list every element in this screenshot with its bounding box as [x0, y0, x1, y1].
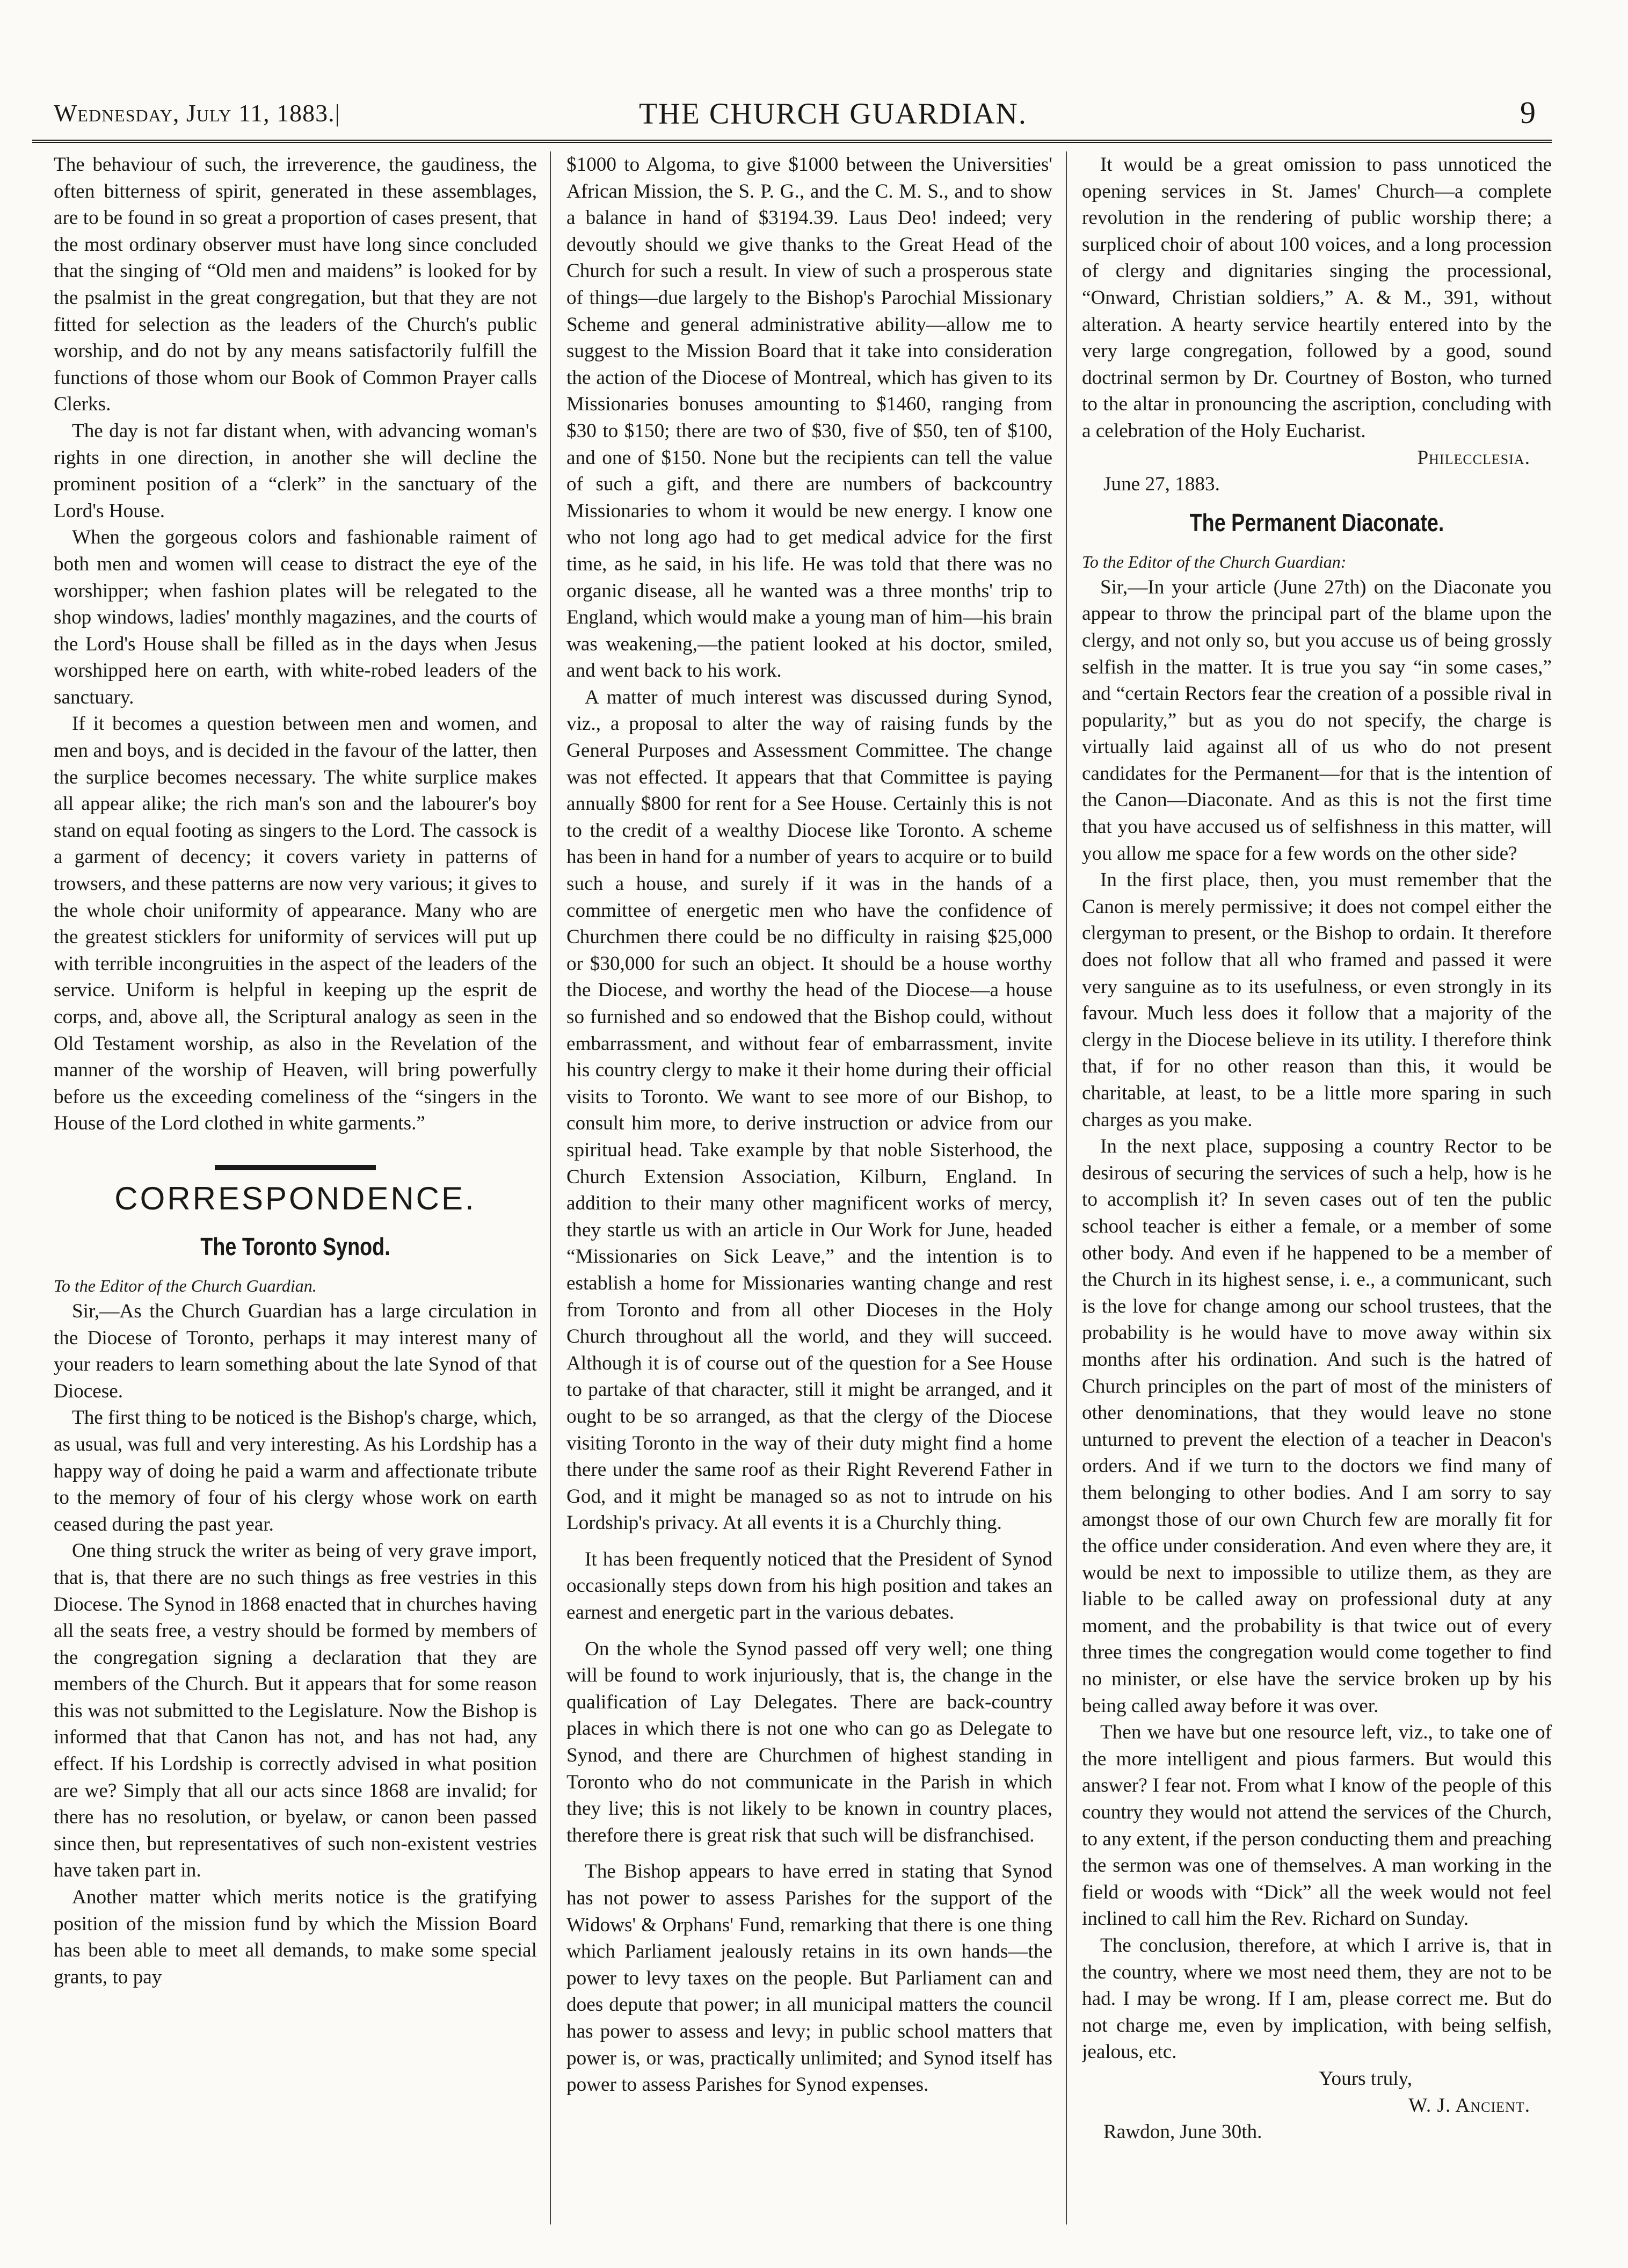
paragraph: It would be a great omission to pass unnoticed the opening services in St. James' Church—a complete revolution in the rendering of public worship there; a surpliced choir of about 100 voices, and a long procession of clergy and dignitaries singing the processional, “Onward, Christian soldiers,” A. & M., 391, without alteration. A hearty service heartily entered into by the very large congregation, followed by a good, sound doctrinal sermon by Dr. Courtney of Boston, who turned to the altar in pronouncing the ascription, concluding with a celebration of the Holy Eucharist. [1082, 154, 1552, 442]
paragraph: It has been frequently noticed that the President of Synod occasionally steps down from his high position and takes an earnest and energetic part in the various debates. [566, 1548, 1052, 1624]
paragraph: On the whole the Synod passed off very well; one thing will be found to work injuriously, that is, the change in the qualification of Lay Delegates. There are back-country places in which there is not one who can go as Delegate to Synod, and there are Churchmen of highest standing in Toronto who do not communicate in the Parish in which they live; this is not likely to be known in country places, therefore there is great risk that such will be disfranchised. [566, 1637, 1052, 1846]
paragraph: The Bishop appears to have erred in stating that Synod has not power to assess Parishes for the support of the Widows' & Orphans' Fund, remarking that there is one thing which Parliament jealously retains in its own hands—the power to levy taxes on the people. But Parliament can and does depute that power; in all municipal matters the council has power to assess and levy; in public school matters that power is, or was, practically unlimited; and Synod itself has power to assess Parishes for Synod expenses. [566, 1860, 1052, 2096]
column-divider [1066, 151, 1067, 2224]
closing: Yours truly, [1319, 2067, 1412, 2090]
column-divider [550, 151, 551, 2224]
salutation: To the Editor of the Church Guardian. [54, 1276, 317, 1295]
column-1 [54, 151, 537, 2224]
letter-paragraph: Sir,—In your article (June 27th) on the Diaconate you appear to throw the principal part of the blame upon the clergy, and not only so, but you accuse us of being grossly selfish in the matter. It is true you say “in some cases,” and “certain Rectors fear the creation of a possible rival in popularity,” but as you do not specify, the charge is virtually laid against all of us who do not present candidates for the Permanent—for that is the intention of the Canon—Diaconate. And as this is not the first time that you have accused us of selfishness in this matter, will you allow me space for a few words on the other side? [1082, 576, 1552, 865]
masthead [32, 81, 1552, 143]
section-divider [215, 1165, 376, 1170]
letter-paragraph: In the first place, then, you must remember that the Canon is merely permissive; it does not compel either the clergyman to present, or the Bishop to ordain. It therefore does not follow that all who framed and passed it were very sanguine as to its usefulness, or even strongly in its favour. Much less does it follow that a majority of the clergy in the Diocese believe in its utility. I therefore think that, if for no other reason than this, it would be charitable, at least, to be a little more sparing in such charges as you make. [1082, 869, 1552, 1131]
dateline: June 27, 1883. [1103, 473, 1220, 496]
paragraph: A matter of much interest was discussed during Synod, viz., a proposal to alter the way of raising funds by the General Purposes and Assessment Committee. The change was not effected. It appears that that Committee is paying annually $800 for rent for a See House. Certainly this is not to the credit of a wealthy Diocese like Toronto. A scheme has been in hand for a number of years to acquire or to build such a house, and surely if it was in the hands of a committee of energetic men who have the confidence of Churchmen there could be no difficulty in raising $25,000 or $30,000 for such an object. It should be a house worthy the Diocese, and worthy the head of the Diocese—a house so furnished and so endowed that the Bishop could, without embarrassment, and without fear of embarrassment, invite his country clergy to make it their home during their official visits to Toronto. We want to see more of our Bishop, to consult him more, to derive instruction or advice from our spiritual head. Take example by that noble Sisterhood, the Church Extension Association, Kilburn, England. In addition to their many other magnificent works of mercy, they startle us with an article in Our Work for June, headed “Missionaries on Sick Leave,” and the intention is to establish a home for Missionaries wanting change and rest from Toronto and from all other Dioceses in the Holy Church throughout all the world, and they will succeed. Although it is of course out of the question for a See House to partake of that character, still it might be arranged, and it ought to be so arranged, as that the clergy of the Diocese visiting Toronto in the way of their duty might find a home there under the same roof as their Right Reverend Father in God, and it might be managed so as not to intrude on his Lordship's privacy. At all events it is a Churchly thing. [566, 686, 1052, 1534]
letter-paragraph: One thing struck the writer as being of very grave import, that is, that there are no such things as free vestries in this Diocese. The Synod in 1868 enacted that in churches having all the seats free, a vestry should be formed by members of the congregation signing a declaration that they are members of the Church. But it appears that for some reason this was not submitted to the Legislature. Now the Bishop is informed that that Canon has not, and has not had, any effect. If his Lordship is correctly advised in what position are we? Simply that all our acts since 1868 are invalid; for there has no resolution, or byelaw, or canon been passed since then, but representatives of such non-existent vestries have taken part in. [54, 1540, 537, 1882]
letter-paragraph: Then we have but one resource left, viz., to take one of the more intelligent and pious farmers. But would this answer? I fear not. From what I know of the people of this country they would not attend the services of the Church, to any extent, if the person conducting them and preaching the sermon was one of themselves. A man working in the field or woods with “Dick” all the week would not feel inclined to call him the Rev. Richard on Sunday. [1082, 1721, 1552, 1930]
signature: W. J. Ancient. [1408, 2094, 1530, 2117]
letter-paragraph: The first thing to be noticed is the Bishop's charge, which, as usual, was full and very interesting. As his Lordship has a happy way of doing he paid a warm and affectionate tribute to the memory of four of his clergy whose work on earth ceased during the past year. [54, 1407, 537, 1535]
letter-paragraph: Another matter which merits notice is the gratifying position of the mission fund by which the Mission Board has been able to meet all demands, to make some special grants, to pay [54, 1886, 537, 1988]
letter-paragraph: Sir,—As the Church Guardian has a large circulation in the Diocese of Toronto, perhaps it may interest many of your readers to learn something about the late Synod of that Diocese. [54, 1300, 537, 1402]
column-2 [566, 151, 1052, 2224]
letter-paragraph: In the next place, supposing a country Rector to be desirous of securing the services of such a help, how is he to accomplish it? In seven cases out of ten the public school teacher is either a female, or a member of some other body. And even if he happened to be a member of the Church in its highest sense, i. e., a communicant, such is the love for change among our school trustees, that the probability is he would have to move away within six months after his ordination. And such is the hatred of Church principles on the part of most of the ministers of other denominations, that they would leave no stone unturned to prevent the election of a teacher in Deacon's orders. And if we turn to the doctors we find many of them belonging to other bodies. And I am sorry to say amongst those of our own Church few are morally fit for the office under consideration. And even where they are, it would be next to impossible to utilize them, as they are liable to be called away on professional duty at any moment, and the probability is that twice out of every three times the congregation would come together to find no minister, or else have the service broken up by his being called away before it was over. [1082, 1135, 1552, 1717]
article-title: The Toronto Synod. [200, 1232, 390, 1260]
page-number: 9 [1520, 95, 1536, 130]
paragraph: When the gorgeous colors and fashionable raiment of both men and women will cease to distract the eye of the worshipper; when fashion plates will be relegated to the shop windows, ladies' monthly magazines, and the courts of the Lord's House shall be filled as in the days when Jesus worshipped here on earth, with white-robed leaders of the sanctuary. [54, 526, 537, 708]
paragraph: The behaviour of such, the irreverence, the gaudiness, the often bitterness of spirit, generated in these assemblages, are to be found in so great a proportion of cases present, that the most ordinary observer must have long since concluded that the singing of “Old men and maidens” is looked for by the psalmist in the great congregation, but that they are not fitted for selection as the leaders of the Church's public worship, and do not by any means satisfactorily fulfill the functions of those whom our Book of Common Prayer calls Clerks. [54, 154, 537, 416]
column-3 [1082, 151, 1552, 2224]
paragraph: If it becomes a question between men and women, and men and boys, and is decided in the favour of the latter, then the surplice becomes necessary. The white surplice makes all appear alike; the rich man's son and the labourer's boy stand on equal footing as singers to the Lord. The cassock is a garment of decency; it covers variety in patterns of trowsers, and these patterns are now very various; it gives to the whole choir uniformity of appearance. Many who are the greatest sticklers for uniformity of services will put up with terrible incongruities in the aspect of the leaders of the service. Uniform is helpful in keeping up the esprit de corps, and, above all, the Scriptural analogy as seen in the Old Testament worship, as also in the Revelation of the manner of the worship of Heaven, will bring powerfully before us the exceeding comeliness of the “singers in the House of the Lord clothed in white garments.” [54, 713, 537, 1135]
letter-paragraph: The conclusion, therefore, at which I arrive is, that in the country, where we most need them, they are not to be had. I may be wrong. If I am, please correct me. But do not charge me, even by implication, with being selfish, jealous, etc. [1082, 1934, 1552, 2063]
issue-date: Wednesday, July 11, 1883.| [54, 99, 340, 127]
paragraph: The day is not far distant when, with advancing woman's rights in one direction, in another she will decline the prominent position of a “clerk” in the sanctuary of the Lord's House. [54, 419, 537, 522]
salutation: To the Editor of the Church Guardian: [1082, 552, 1347, 571]
section-heading: CORRESPONDENCE. [114, 1180, 476, 1216]
dateline: Rawdon, June 30th. [1103, 2121, 1262, 2143]
signature: Philecclesia. [1417, 446, 1530, 469]
paragraph: $1000 to Algoma, to give $1000 between the Universities' African Mission, the S. P. G., and the C. M. S., and to show a balance in hand of $3194.39. Laus Deo! indeed; very devoutly should we give thanks to the Great Head of the Church for such a result. In view of such a prosperous state of things—due largely to the Bishop's Parochial Missionary Scheme and general administrative ability—allow me to suggest to the Mission Board that it take into consideration the action of the Diocese of Montreal, which has given to its Missionaries bonuses amounting to $1460, ranging from $30 to $150; there are two of $30, five of $50, ten of $100, and one of $150. None but the recipients can tell the value of such a gift, and there are numbers of backcountry Missionaries to whom it would be new energy. I know one who not long ago had to get medical advice for the first time, as he said, in his life. He was told that there was no organic disease, all he wanted was a three months' trip to England, which would make a young man of him—his brain was weakening,—the patient looked at his doctor, smiled, and went back to his work. [566, 154, 1052, 682]
newspaper-page [32, 81, 1552, 2229]
article-title: The Permanent Diaconate. [1189, 508, 1444, 537]
newspaper-title: THE CHURCH GUARDIAN. [639, 97, 1027, 131]
